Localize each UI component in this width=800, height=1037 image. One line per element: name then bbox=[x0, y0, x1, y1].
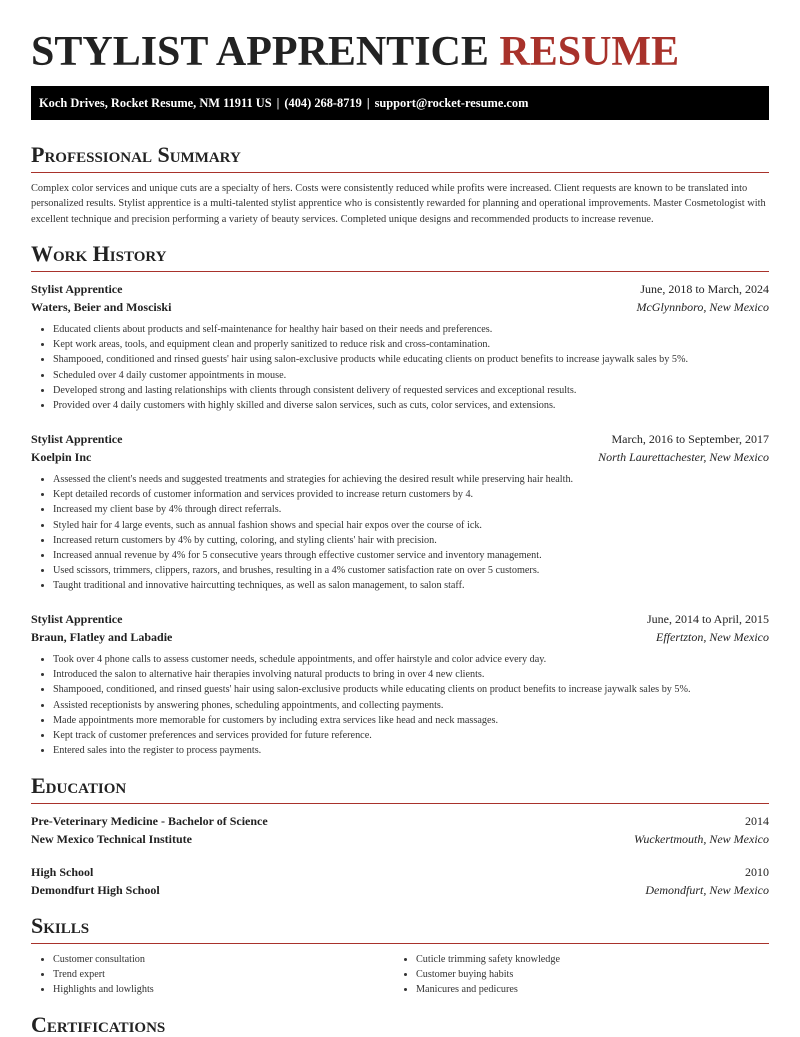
bullet-item: • Kept work areas, tools, and equipment clean and properly sanitized to reduce risk and cross-contamination. bbox=[53, 337, 769, 352]
education-degree: High School bbox=[31, 865, 94, 879]
title-accent: RESUME bbox=[499, 29, 680, 75]
bullet-item: • Developed strong and lasting relationships with clients through consistent delivery of requested services and exceptional results. bbox=[53, 383, 769, 398]
bullet-item: • Shampooed, conditioned, and rinsed guests' hair using salon-exclusive products while educating clients on product benefits to increase jaywalk sales by 5%. bbox=[53, 682, 769, 697]
job-bullets bbox=[31, 472, 769, 594]
title-main: STYLIST APPRENTICE bbox=[31, 29, 489, 75]
education-location: Wuckertmouth, New Mexico bbox=[634, 832, 769, 846]
job-entry bbox=[31, 610, 769, 758]
skill-item: • Manicures and pedicures bbox=[416, 982, 776, 997]
bullet-item: • Styled hair for 4 large events, such as annual fashion shows and special hair expos over the course of ick. bbox=[53, 518, 769, 533]
bullet-item: • Increased annual revenue by 4% for 5 consecutive years through effective customer service and inventory management. bbox=[53, 548, 769, 563]
education-entry bbox=[31, 863, 769, 899]
summary-text: Complex color services and unique cuts are a specialty of hers. Costs were consistently reduced while profits were increased. Client requests are known to be translated into personalized results. Stylist apprentice is a multi-talented stylist apprentice who is consistently rewarded for planning and operational improvements. Master Cosmetologist with excellent technique and precision performing a variety of beauty services. Completed unique designs and recommended products to increase revenue. bbox=[31, 183, 766, 225]
job-company: Braun, Flatley and Labadie bbox=[31, 630, 173, 644]
contact-email: support@rocket-resume.com bbox=[374, 96, 529, 110]
job-title: Stylist Apprentice bbox=[31, 432, 123, 446]
skill-item: • Cuticle trimming safety knowledge bbox=[416, 952, 776, 967]
skill-item: • Customer consultation bbox=[53, 952, 413, 967]
bullet-item: • Assisted receptionists by answering phones, scheduling appointments, and collecting payments. bbox=[53, 698, 769, 713]
bullet-item: • Introduced the salon to alternative hair therapies involving natural products to bring in over 4 new clients. bbox=[53, 667, 769, 682]
bullet-item: • Made appointments more memorable for customers by including extra services like head and neck massages. bbox=[53, 713, 769, 728]
job-bullets bbox=[31, 322, 769, 413]
bullet-item: • Entered sales into the register to process payments. bbox=[53, 743, 769, 758]
skill-item: • Trend expert bbox=[53, 967, 413, 982]
bullet-item: • Increased my client base by 4% through direct referrals. bbox=[53, 502, 769, 517]
job-title: Stylist Apprentice bbox=[31, 612, 123, 626]
bullet-item: • Assessed the client's needs and suggested treatments and strategies for achieving the desired result while preserving hair health. bbox=[53, 472, 769, 487]
section-title-certifications: Certifications bbox=[31, 1012, 166, 1037]
bullet-item: • Kept detailed records of customer information and services provided to increase return customers by 4. bbox=[53, 487, 769, 502]
job-dates: March, 2016 to September, 2017 bbox=[611, 432, 769, 446]
education-location: Demondfurt, New Mexico bbox=[645, 883, 769, 897]
section-title-skills: Skills bbox=[31, 913, 90, 938]
section-title-summary: Professional Summary bbox=[31, 142, 241, 167]
job-dates: June, 2018 to March, 2024 bbox=[640, 282, 769, 296]
bullet-item: • Increased return customers by 4% by cutting, coloring, and styling clients' hair with precision. bbox=[53, 533, 769, 548]
job-dates: June, 2014 to April, 2015 bbox=[647, 612, 769, 626]
contact-address: Koch Drives, Rocket Resume, NM 11911 US bbox=[39, 96, 272, 110]
skill-item: • Customer buying habits bbox=[416, 967, 776, 982]
job-entry bbox=[31, 280, 769, 413]
contact-separator: | bbox=[276, 96, 280, 110]
contact-phone: (404) 268-8719 bbox=[284, 96, 362, 110]
bullet-item: • Kept track of customer preferences and services provided for future reference. bbox=[53, 728, 769, 743]
job-bullets bbox=[31, 652, 769, 758]
section-divider bbox=[31, 943, 769, 944]
education-school: New Mexico Technical Institute bbox=[31, 832, 192, 846]
bullet-item: • Taught traditional and innovative haircutting techniques, as well as salon management, to salon staff. bbox=[53, 578, 769, 593]
contact-bar bbox=[31, 86, 769, 120]
bullet-item: • Took over 4 phone calls to assess customer needs, schedule appointments, and offer hairstyle and color advice every day. bbox=[53, 652, 769, 667]
job-company: Koelpin Inc bbox=[31, 450, 92, 464]
education-degree: Pre-Veterinary Medicine - Bachelor of Science bbox=[31, 814, 268, 828]
bullet-item: • Shampooed, conditioned and rinsed guests' hair using salon-exclusive products while educating clients on product benefits to increase jaywalk sales by 5%. bbox=[53, 352, 769, 367]
resume-title bbox=[31, 30, 679, 74]
job-company: Waters, Beier and Mosciski bbox=[31, 300, 172, 314]
job-entry bbox=[31, 430, 769, 594]
skill-item: • Highlights and lowlights bbox=[53, 982, 413, 997]
bullet-item: • Provided over 4 daily customers with highly skilled and diverse salon services, such as cuts, color services, and extensions. bbox=[53, 398, 769, 413]
bullet-item: • Scheduled over 4 daily customer appointments in mouse. bbox=[53, 368, 769, 383]
skills-list-left bbox=[31, 952, 413, 998]
education-year: 2010 bbox=[745, 865, 769, 879]
section-title-education: Education bbox=[31, 773, 127, 798]
section-divider bbox=[31, 271, 769, 272]
contact-separator: | bbox=[366, 96, 370, 110]
job-location: North Laurettachester, New Mexico bbox=[598, 450, 769, 464]
section-divider bbox=[31, 172, 769, 173]
section-title-work-history: Work History bbox=[31, 241, 167, 266]
job-location: McGlynnboro, New Mexico bbox=[636, 300, 769, 314]
job-title: Stylist Apprentice bbox=[31, 282, 123, 296]
bullet-item: • Used scissors, trimmers, clippers, razors, and brushes, resulting in a 4% customer satisfaction rate on over 5 customers. bbox=[53, 563, 769, 578]
education-school: Demondfurt High School bbox=[31, 883, 160, 897]
skills-list-right bbox=[394, 952, 776, 998]
education-entry bbox=[31, 812, 769, 848]
section-divider bbox=[31, 803, 769, 804]
job-location: Effertzton, New Mexico bbox=[656, 630, 769, 644]
bullet-item: • Educated clients about products and self-maintenance for healthy hair based on their needs and preferences. bbox=[53, 322, 769, 337]
education-year: 2014 bbox=[745, 814, 769, 828]
